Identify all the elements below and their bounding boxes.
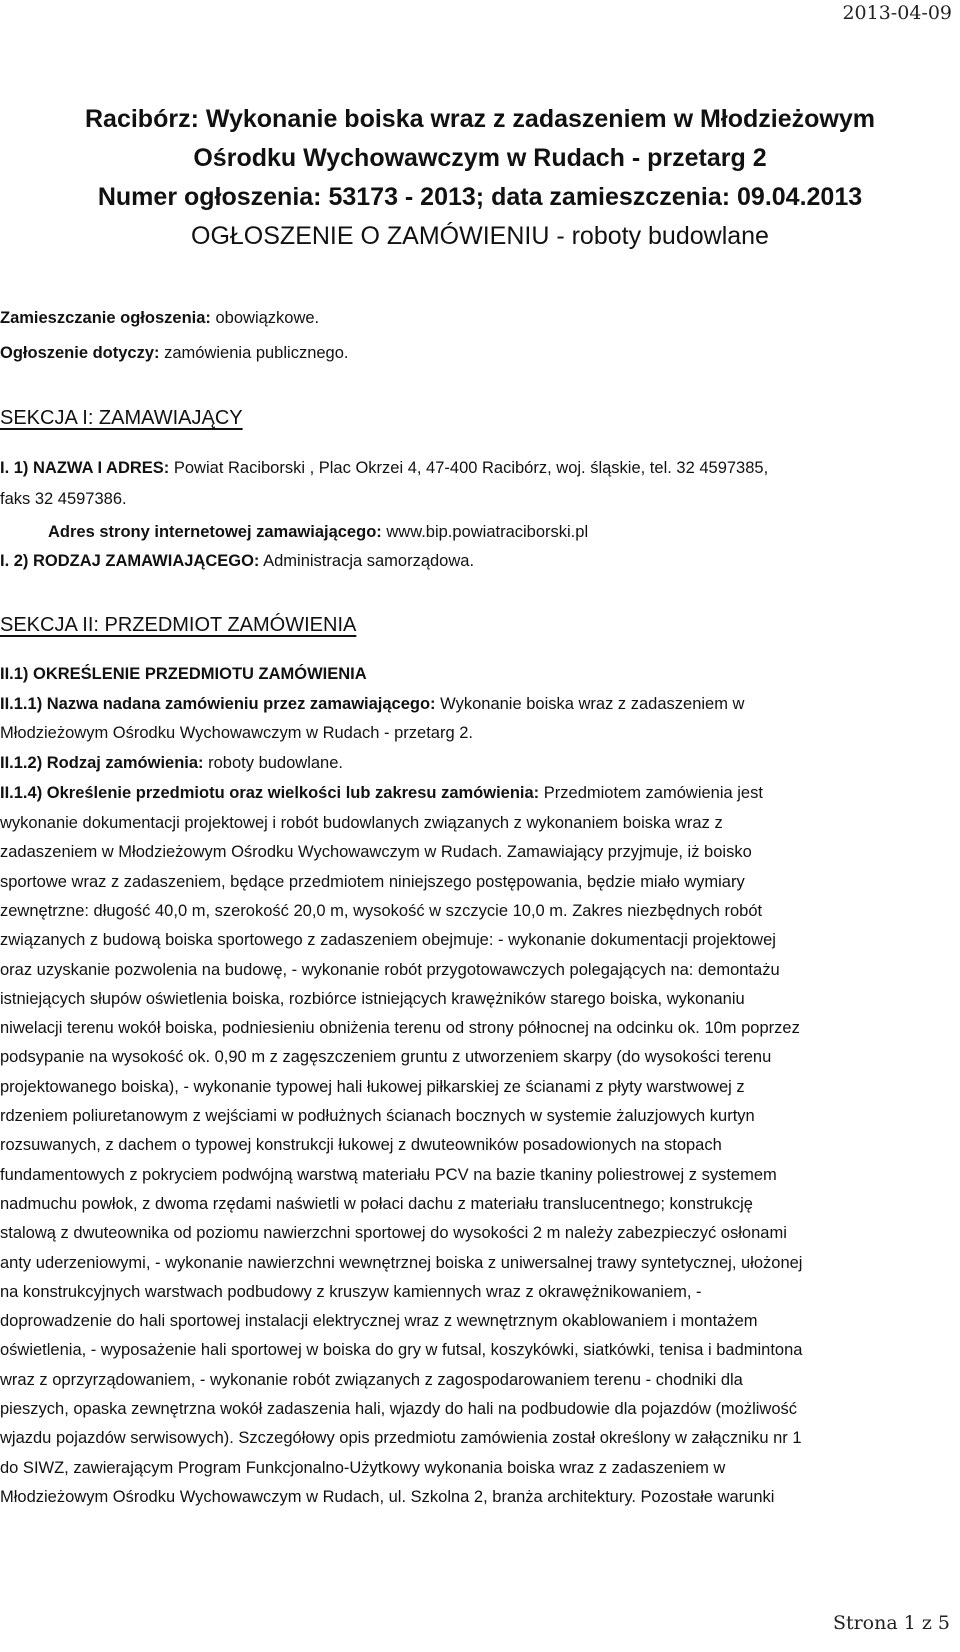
zamieszczanie-label: Zamieszczanie ogłoszenia: [0, 309, 211, 327]
ii14-line: projektowanego boiska), - wykonanie typowej hali łukowej piłkarskiej ze ścianami z płyty warstwowej z [0, 1077, 745, 1096]
ii14-line: niwelacji terenu wokół boiska, podniesieniu obniżenia terenu od strony północnej na odcinku ok. 10m poprzez [0, 1019, 800, 1038]
name-address-label: I. 1) NAZWA I ADRES: [0, 459, 170, 477]
title-line-3: Numer ogłoszenia: 53173 - 2013; data zamieszczenia: 09.04.2013 [97, 183, 863, 211]
ii11-row [0, 695, 744, 714]
ii14-line: do SIWZ, zawierającym Program Funkcjonalno-Użytkowy wykonania boiska wraz z zadaszeniem w [0, 1458, 726, 1477]
contracting-type-label: I. 2) RODZAJ ZAMAWIAJĄCEGO: [0, 552, 260, 570]
ii14-line: wjazdu pojazdów serwisowych). Szczegółowy opis przedmiotu zamówienia został określony w załączniku nr 1 [0, 1429, 802, 1448]
ii14-line: pieszych, opaska zewnętrzna wokół zadaszenia hali, wjazdy do hali na podbudowie dla pojazdów (możliwość [0, 1400, 798, 1418]
ii14-label: II.1.4) Określenie przedmiotu oraz wielkości lub zakresu zamówienia: [0, 784, 540, 802]
ii14-line: sportowe wraz z zadaszeniem, będące przedmiotem niniejszego postępowania, będzie miało wymiary [0, 872, 745, 891]
section-2-heading: SEKCJA II: PRZEDMIOT ZAMÓWIENIA [0, 614, 357, 636]
ii14-line: wykonanie dokumentacji projektowej i robót budowlanych związanych z wykonaniem boiska wraz z [0, 814, 723, 832]
fax-line: faks 32 4597386. [0, 490, 127, 508]
ii11-value-cont: Młodzieżowym Ośrodku Wychowawczym w Rudach - przetarg 2. [0, 724, 473, 742]
ii14-line: zadaszeniem w Młodzieżowym Ośrodku Wychowawczym w Rudach. Zamawiający przyjmuje, iż boisko [0, 843, 752, 862]
ii14-line: na konstrukcyjnych warstwach podbudowy z kruszyw kamiennych wraz z okrawężnikowaniem, - [0, 1282, 702, 1301]
dotyczy-row [0, 344, 349, 363]
ii14-line: nadmuchu powłok, z dwoma rzędami naświetli w połaci dachu z materiału translucentnego; konstrukcję [0, 1194, 753, 1213]
ii12-label: II.1.2) Rodzaj zamówienia: [0, 754, 204, 772]
ii14-line: fundamentowych z pokryciem podwójną warstwą materiału PCV na bazie tkaniny poliestrowej z systemem [0, 1165, 777, 1184]
zamieszczanie-value: obowiązkowe. [215, 309, 320, 327]
ii14-line: rozsuwanych, z dachem o typowej konstrukcji łukowej z dwuteowników posadowionych na stopach [0, 1136, 722, 1155]
ii14-row [0, 784, 763, 803]
ii14-line: podsypanie na wysokość ok. 0,90 m z zagęszczeniem gruntu z utworzeniem skarpy (do wysokości terenu [0, 1048, 772, 1067]
page-number: Strona 1 z 5 [832, 1612, 950, 1634]
zamieszczanie-row [0, 309, 319, 328]
ii14-line: oraz uzyskanie pozwolenia na budowę, - wykonanie robót przygotowawczych polegających na: demontażu [0, 960, 780, 979]
www-row [48, 523, 588, 542]
notice-title [0, 100, 960, 256]
ii12-row [0, 754, 343, 773]
dotyczy-value: zamówienia publicznego. [164, 344, 349, 362]
ii14-line: wraz z oprzyrządowaniem, - wykonanie robót związanych z zagospodarowaniem terenu - chodniki dla [0, 1370, 743, 1389]
ii14-line: rdzeniem poliuretanowym z wejściami w podłużnych ścianach bocznych w systemie żaluzjowych kurtyn [0, 1107, 755, 1125]
name-address-row [0, 459, 768, 478]
ii14-line: stalową z dwuteownika od poziomu nawierzchni sportowej do wysokości 2 m należy zabezpieczyć osłonami [0, 1224, 787, 1243]
ii14-line: istniejących słupów oświetlenia boiska, rozbiórce istniejących krawężników starego boiska, wykonaniu [0, 989, 745, 1008]
www-value: www.bip.powiatraciborski.pl [386, 523, 589, 541]
dotyczy-label: Ogłoszenie dotyczy: [0, 344, 160, 362]
document-date: 2013-04-09 [842, 2, 952, 24]
ii11-label: II.1.1) Nazwa nadana zamówieniu przez zamawiającego: [0, 695, 436, 713]
title-line-1: Racibórz: Wykonanie boiska wraz z zadaszeniem w Młodzieżowym [84, 105, 875, 133]
ii12-value: roboty budowlane. [208, 754, 343, 772]
ii11-value: Wykonanie boiska wraz z zadaszeniem w [440, 695, 745, 713]
contracting-type-row [0, 552, 474, 571]
www-label: Adres strony internetowej zamawiającego: [48, 523, 382, 541]
section-1-heading: SEKCJA I: ZAMAWIAJĄCY [0, 407, 243, 429]
ii14-line: oświetlenia, - wyposażenie hali sportowej w boiska do gry w futsal, koszykówki, siatkówki, tenisa i badmintona [0, 1341, 803, 1360]
ii14-line: zewnętrzne: długość 40,0 m, szerokość 20,0 m, wysokość w szczycie 10,0 m. Zakres niezbędnych robót [0, 901, 763, 920]
subsection-ii1-heading: II.1) OKREŚLENIE PRZEDMIOTU ZAMÓWIENIA [0, 665, 367, 683]
ii14-line: Młodzieżowym Ośrodku Wychowawczym w Rudach, ul. Szkolna 2, branża architektury. Pozostałe warunki [0, 1487, 775, 1506]
ii14-line: związanych z budową boiska sportowego z zadaszeniem obejmuje: - wykonanie dokumentacji projektowej [0, 931, 776, 950]
ii14-line: anty uderzeniowymi, - wykonanie nawierzchni wewnętrznej boiska z uniwersalnej trawy syntetycznej, ułożonej [0, 1253, 803, 1272]
title-line-2: Ośrodku Wychowawczym w Rudach - przetarg 2 [193, 144, 767, 172]
name-address-value: Powiat Raciborski , Plac Okrzei 4, 47-400 Racibórz, woj. śląskie, tel. 32 4597385, [173, 459, 769, 477]
ii14-line: Przedmiotem zamówienia jest [543, 784, 763, 802]
contracting-type-value: Administracja samorządowa. [263, 552, 475, 570]
title-line-4: OGŁOSZENIE O ZAMÓWIENIU - roboty budowlane [191, 222, 769, 250]
ii14-line: doprowadzenie do hali sportowej instalacji elektrycznej wraz z wewnętrznym okablowaniem i montażem [0, 1312, 758, 1331]
